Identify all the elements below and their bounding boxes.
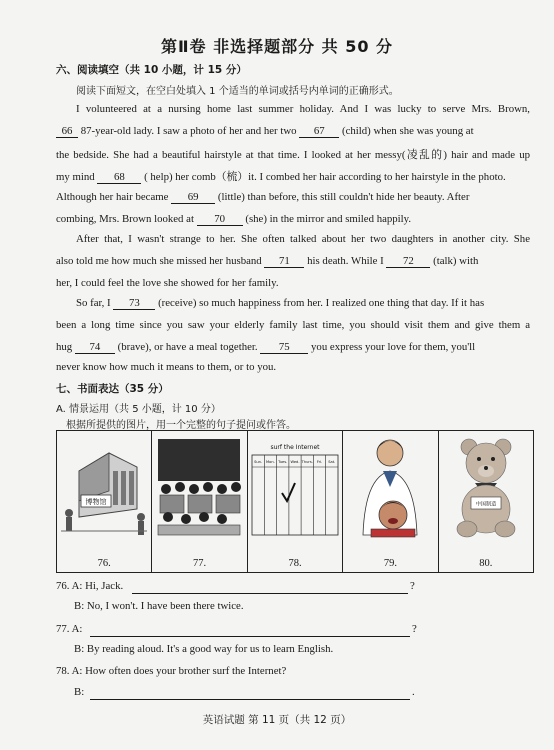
checkmark-icon — [282, 483, 295, 501]
blank-70[interactable]: 70 — [197, 214, 243, 226]
section-7-sub-a: A. 情景运用（共 5 小题，计 10 分） — [56, 404, 221, 415]
passage-line: So far, I 73 (receive) so much happiness from her. I realized one thing that day. If it has — [76, 297, 485, 309]
day-label: Thurs. — [301, 460, 313, 464]
dentist-picture — [343, 431, 437, 549]
picture-cell-80 — [439, 431, 533, 572]
blank-74[interactable]: 74 — [75, 342, 115, 354]
answer-77-b: B: By reading aloud. It's a good way for us to learn English. — [74, 643, 334, 655]
passage-line: been a long time since you saw your elderly family last time, you should visit them and give them a — [56, 319, 530, 331]
blank-73[interactable]: 73 — [113, 298, 155, 310]
answer-line-78[interactable] — [90, 688, 410, 700]
passage-line: combing, Mrs. Brown looked at 70 (she) in the mirror and smiled happily. — [56, 213, 412, 225]
blank-69[interactable]: 69 — [171, 192, 215, 204]
blank-72[interactable]: 72 — [386, 256, 430, 268]
period: . — [412, 686, 415, 698]
picture-number: 77. — [193, 558, 207, 569]
answer-78-b-label: B: — [74, 686, 85, 698]
picture-table — [56, 430, 534, 573]
page-footer: 英语试题 第 11 页（共 12 页） — [202, 714, 352, 726]
teddy-bear-picture — [439, 431, 533, 549]
section-6-heading: 六、阅读填空（共 10 小题，计 15 分） — [56, 64, 247, 76]
passage-line: I volunteered at a nursing home last summer holiday. And I was lucky to serve Mrs. Brown, — [76, 103, 530, 115]
blank-75[interactable]: 75 — [260, 342, 308, 354]
picture-cell-79 — [343, 431, 438, 572]
question-78-a: 78. A: How often does your brother surf the Internet? — [56, 665, 287, 677]
section-7-heading: 七、书面表达（35 分） — [56, 383, 169, 395]
picture-number: 78. — [288, 558, 302, 569]
picture-number: 76. — [97, 558, 111, 569]
picture-cell-78 — [248, 431, 343, 572]
passage-line: Although her hair became 69 (little) than before, this still couldn't hide her beauty. After — [56, 191, 470, 203]
blank-67[interactable]: 67 — [299, 126, 339, 138]
passage-line: my mind 68 ( help) her comb（梳）it. I combed her hair according to her hairstyle in the photo. — [56, 171, 506, 183]
answer-line-77[interactable] — [90, 625, 410, 637]
section-6-instruction: 阅读下面短文，在空白处填入 1 个适当的单词或括号内单词的正确形式。 — [76, 86, 399, 97]
day-label: Tues. — [277, 460, 288, 464]
question-76-a: 76. A: Hi, Jack. — [56, 580, 124, 592]
passage-line: the bedside. She had a beautiful hairstyle at that time. I looked at her messy(凌乱的) hair and made up — [56, 149, 530, 161]
museum-picture — [57, 431, 151, 549]
picture-number: 79. — [383, 558, 397, 569]
classroom-picture — [152, 431, 246, 549]
answer-76-b: B: No, I won't. I have been there twice. — [74, 600, 244, 612]
day-label: Sun. — [253, 460, 262, 464]
blank-66[interactable]: 66 — [56, 126, 78, 138]
picture-cell-76 — [57, 431, 152, 572]
passage-line: 66 87-year-old lady. I saw a photo of her and her two 67 (child) when she was young at — [56, 125, 530, 138]
surf-internet-table — [248, 431, 342, 549]
question-77-a: 77. A: — [56, 623, 83, 635]
passage-line: never know how much it means to them, or to you. — [56, 361, 277, 373]
museum-sign-text: 博物馆 — [85, 498, 107, 506]
passage-line: hug 74 (brave), or have a meal together. 75 you express your love for them, you'll — [56, 341, 476, 353]
page-title: 第Ⅱ卷 非选择题部分 共 50 分 — [160, 37, 394, 56]
surf-internet-title: surf the Internet — [270, 444, 320, 451]
made-in-china-tag: 中国制造 — [475, 501, 497, 508]
passage-line: also told me how much she missed her husband 71 his death. While I 72 (talk) with — [56, 255, 479, 267]
section-7-instruction: 根据所提供的图片，用一个完整的句子提问或作答。 — [66, 420, 296, 431]
blank-68[interactable]: 68 — [97, 172, 141, 184]
picture-number: 80. — [479, 558, 493, 569]
day-label: Sat. — [328, 460, 336, 464]
day-label: Fri. — [316, 460, 323, 464]
passage-line: After that, I wasn't strange to her. She often talked about her two daughters in another city. She — [76, 233, 530, 245]
day-label: Wed. — [290, 460, 300, 464]
question-mark: ? — [412, 623, 417, 635]
answer-line-76[interactable] — [132, 582, 408, 594]
question-mark: ? — [410, 580, 415, 592]
blank-71[interactable]: 71 — [264, 256, 304, 268]
day-label: Mon. — [265, 460, 275, 464]
passage-line: her, I could feel the love she showed for her family. — [56, 277, 279, 289]
picture-cell-77 — [152, 431, 247, 572]
